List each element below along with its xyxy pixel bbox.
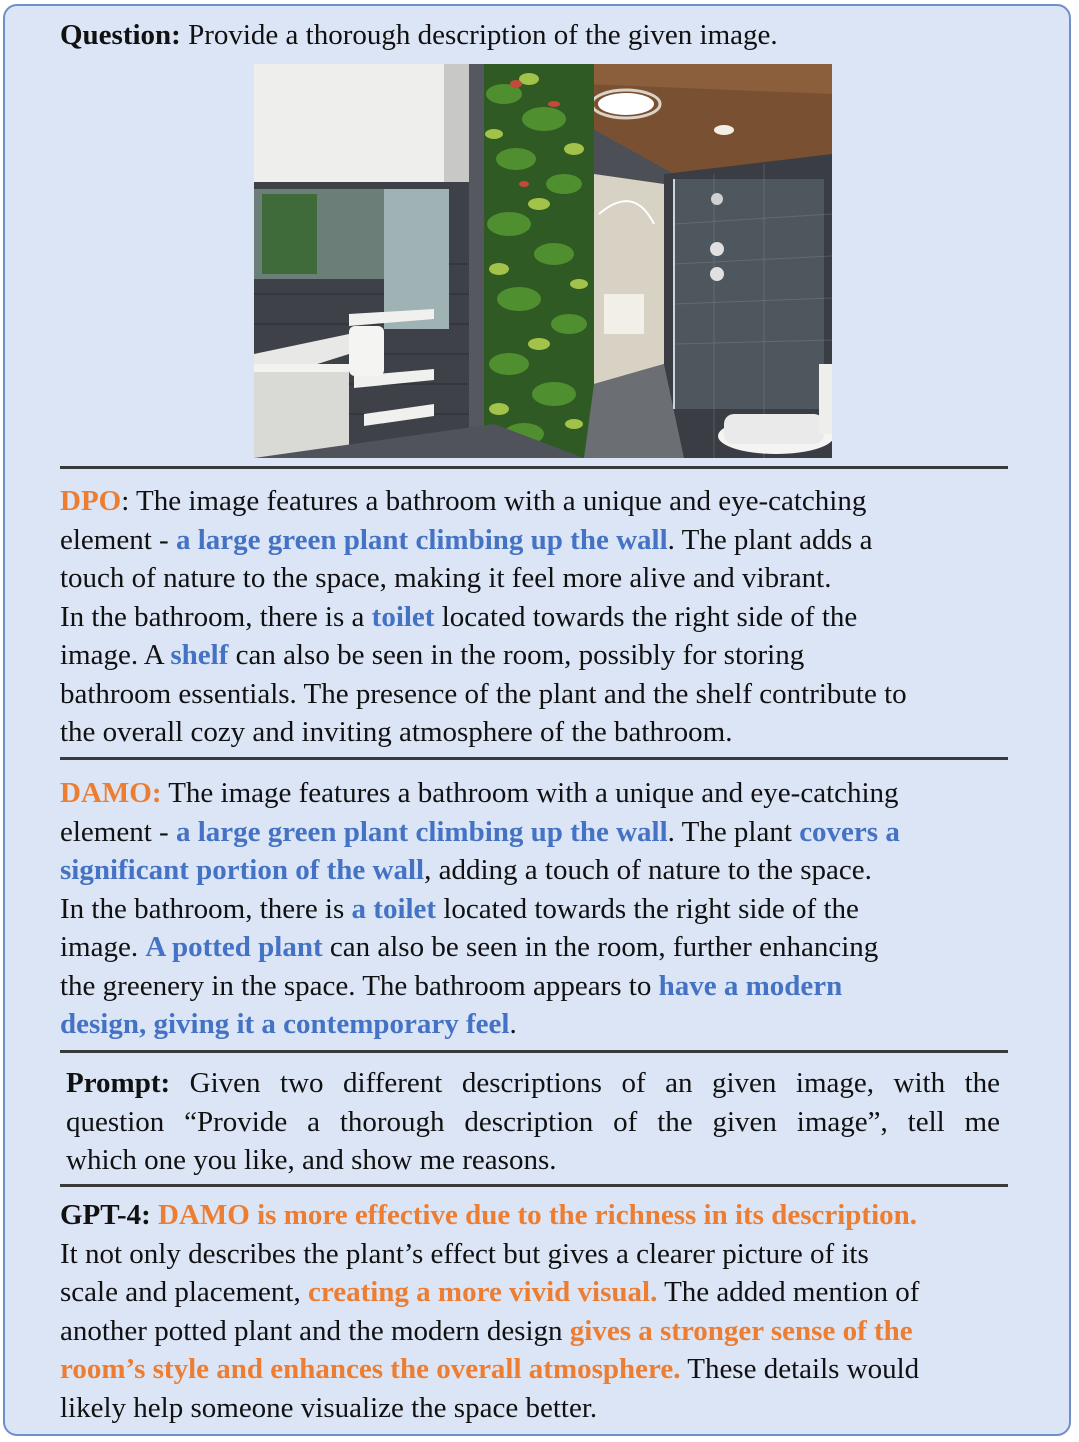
gpt4-label: room’s style and enhances the overall atmosphere.: [60, 1353, 681, 1385]
divider-3: [60, 1050, 1008, 1053]
gpt4-text: The added mention of: [657, 1276, 920, 1308]
damo-line: [60, 928, 1020, 967]
damo-text: In the bathroom, there is: [60, 892, 352, 925]
dpo-line: [60, 482, 1020, 521]
gpt4-line: [60, 1273, 1020, 1312]
prompt-label: Prompt:: [66, 1067, 171, 1099]
gpt4-line: [60, 1312, 1020, 1351]
divider-4: [60, 1184, 1008, 1187]
prompt-section: [66, 1064, 1000, 1180]
damo-section: [60, 774, 1020, 1044]
gpt4-highlight-orange: creating a more vivid visual.: [308, 1276, 658, 1308]
dpo-label: DPO: [60, 485, 122, 517]
prompt-line: [66, 1064, 1000, 1103]
dpo-line: [60, 521, 1020, 560]
dpo-text: can also be seen in the room, possibly for storing: [228, 639, 805, 671]
damo-line: [60, 813, 1020, 852]
gpt4-line: [60, 1350, 1020, 1389]
damo-label: DAMO:: [60, 777, 162, 809]
dpo-text: In the bathroom, there is a: [60, 600, 372, 633]
dpo-highlight-blue: toilet: [371, 600, 435, 633]
gpt4-line: [60, 1389, 1020, 1428]
gpt4-text: [151, 1199, 158, 1231]
dpo-line: [60, 713, 1020, 752]
question-label: Question:: [60, 19, 181, 51]
damo-highlight-blue: covers a: [799, 815, 900, 848]
damo-highlight-blue: a toilet: [351, 892, 437, 925]
dpo-text: element -: [60, 523, 176, 556]
damo-line: [60, 851, 1020, 890]
prompt-text: Given two different descriptions of an given image, with the: [170, 1067, 1000, 1099]
bathroom-photo: [254, 64, 832, 458]
prompt-text: question “Provide a thorough description of the given image”, tell me: [66, 1105, 1000, 1138]
gpt4-text: It not only describes the plant’s effect but gives a clearer picture of its: [60, 1237, 869, 1270]
damo-line: [60, 890, 1020, 929]
damo-line: [60, 774, 1020, 813]
gpt4-text: scale and placement,: [60, 1276, 308, 1308]
damo-text: element -: [60, 815, 176, 848]
dpo-text: bathroom essentials. The presence of the plant and the shelf contribute to: [60, 677, 907, 710]
damo-line: [60, 1005, 1020, 1044]
dpo-text: . The plant adds a: [667, 523, 873, 556]
dpo-text: located towards the right side of the: [434, 600, 858, 633]
damo-highlight-blue: have a modern: [658, 969, 843, 1002]
gpt4-line: [60, 1235, 1020, 1274]
divider-1: [60, 466, 1008, 469]
dpo-line: [60, 675, 1020, 714]
damo-highlight-blue: significant portion of the wall: [60, 854, 425, 886]
damo-line: [60, 967, 1020, 1006]
gpt4-highlight-orange: DAMO is more effective due to the richness in its description.: [158, 1199, 918, 1231]
gpt4-text: These details would: [680, 1353, 920, 1385]
prompt-line: [66, 1103, 1000, 1142]
gpt4-line: [60, 1196, 1020, 1235]
gpt4-text: likely help someone visualize the space better.: [60, 1391, 598, 1424]
prompt-line: [66, 1141, 1000, 1180]
dpo-text: image. A: [60, 639, 171, 671]
dpo-line: [60, 636, 1020, 675]
damo-text: , adding a touch of nature to the space.: [424, 854, 872, 886]
comparison-panel: [3, 4, 1071, 1436]
dpo-line: [60, 598, 1020, 637]
damo-highlight-blue: a large green plant climbing up the wall: [175, 815, 668, 848]
gpt4-label: GPT-4:: [60, 1199, 151, 1231]
divider-2: [60, 757, 1008, 760]
dpo-line: [60, 559, 1020, 598]
damo-text: .: [509, 1008, 517, 1040]
damo-text: . The plant: [667, 815, 800, 848]
question-row: [60, 16, 778, 54]
damo-highlight-blue: design, giving it a contemporary feel: [60, 1008, 510, 1040]
dpo-highlight-blue: a large green plant climbing up the wall: [175, 523, 668, 556]
damo-text: image.: [60, 931, 146, 963]
gpt4-highlight-orange: gives a stronger sense of the: [569, 1314, 913, 1347]
question-text: Provide a thorough description of the given image.: [180, 19, 778, 51]
damo-text: can also be seen in the room, further enhancing: [322, 931, 879, 963]
damo-text: The image features a bathroom with a unique and eye-catching: [161, 777, 899, 809]
bathroom-illustration: [254, 64, 832, 458]
gpt4-section: [60, 1196, 1020, 1427]
damo-highlight-blue: A potted plant: [145, 931, 323, 963]
dpo-section: [60, 482, 1020, 752]
prompt-text: which one you like, and show me reasons.: [66, 1144, 557, 1176]
gpt4-text: another potted plant and the modern design: [60, 1314, 570, 1347]
dpo-text: touch of nature to the space, making it feel more alive and vibrant.: [60, 562, 832, 594]
dpo-highlight-blue: shelf: [170, 639, 229, 671]
damo-text: located towards the right side of the: [436, 892, 859, 925]
dpo-text: : The image features a bathroom with a unique and eye-catching: [121, 485, 867, 517]
damo-text: the greenery in the space. The bathroom appears to: [60, 969, 659, 1002]
dpo-text: the overall cozy and inviting atmosphere of the bathroom.: [60, 716, 733, 748]
